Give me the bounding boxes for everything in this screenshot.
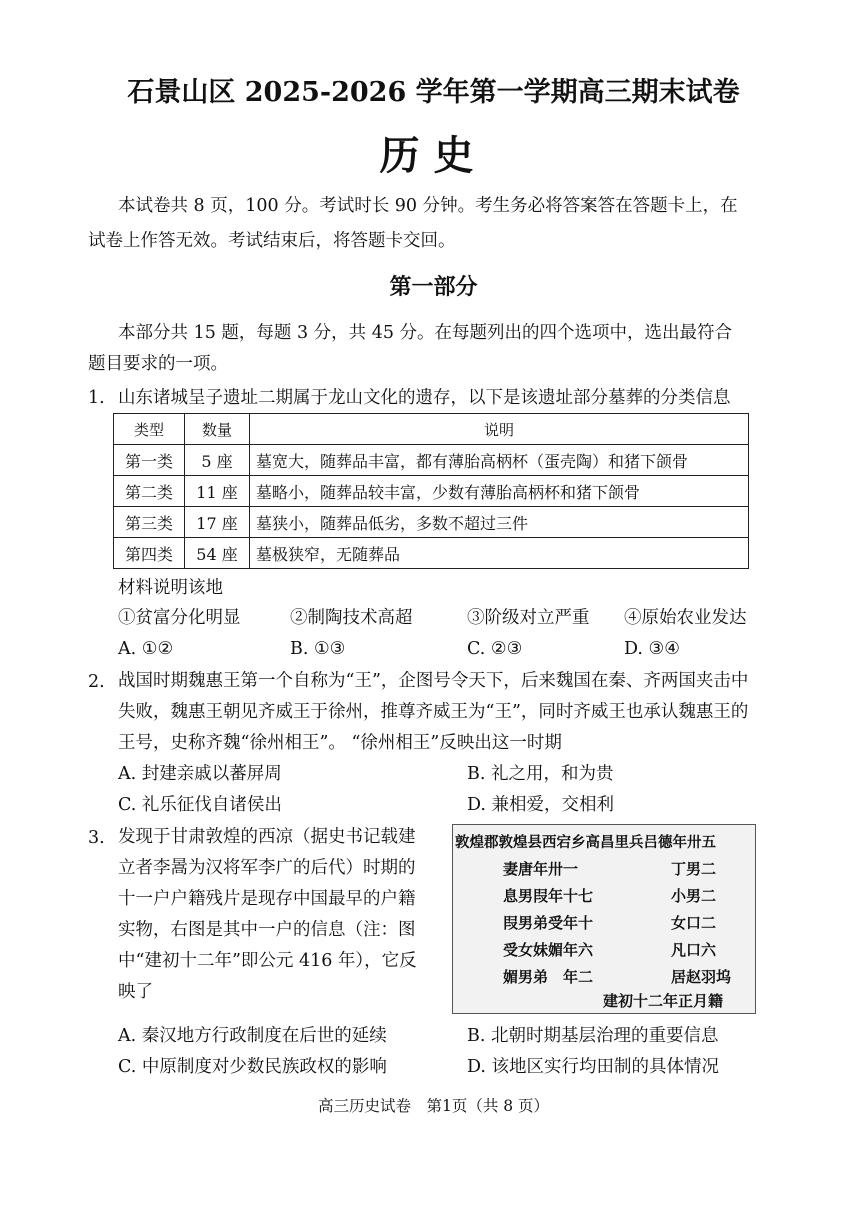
- register-summary: 丁男二: [671, 860, 717, 878]
- question-1-stem: 山东诸城呈子遗址二期属于龙山文化的遗存，以下是该遗址部分墓葬的分类信息: [118, 388, 731, 408]
- question-2-option-d[interactable]: D. 兼相爱，交相利: [467, 795, 615, 815]
- question-2-line-1: 战国时期魏惠王第一个自称为“王”，企图号令天下，后来魏国在秦、齐两国夹击中: [118, 671, 749, 691]
- register-summary: 小男二: [671, 887, 717, 905]
- question-2-line-2: 失败，魏惠王朝见齐威王于徐州，推尊齐威王为“王”，同时齐威王也承认魏惠王的: [118, 702, 749, 722]
- question-1-statement: ②制陶技术高超: [290, 608, 413, 628]
- question-3-option-c[interactable]: C. 中原制度对少数民族政权的影响: [118, 1057, 387, 1077]
- question-3-line: 立者李暠为汉将军李广的后代）时期的: [118, 858, 416, 878]
- table-header-cell: 说明: [250, 414, 749, 445]
- question-2-option-a[interactable]: A. 封建亲戚以蕃屏周: [118, 764, 282, 784]
- table-cell: 第四类: [114, 538, 185, 569]
- register-member: 妻唐年卅一: [503, 860, 579, 878]
- register-summary: 凡口六: [671, 941, 717, 959]
- question-1-option-b[interactable]: B. ①③: [290, 639, 346, 659]
- table-header-row: [114, 414, 749, 445]
- question-3-line: 映了: [118, 982, 153, 1002]
- register-foot: 建初十二年正月籍: [603, 992, 724, 1010]
- table-cell: 第三类: [114, 507, 185, 538]
- question-1-prompt: 材料说明该地: [118, 578, 223, 598]
- question-2-line-3: 王号，史称齐魏“徐州相王”。 “徐州相王”反映出这一时期: [118, 733, 562, 753]
- register-head: 敦煌郡敦煌县西宕乡高昌里兵吕德年卅五: [455, 835, 716, 851]
- register-member: 媚男弟 年二: [503, 968, 594, 986]
- register-member: 叚男弟受年十: [503, 914, 594, 932]
- table-row: [114, 538, 749, 569]
- table-row: [114, 476, 749, 507]
- question-number-3: 3.: [88, 828, 105, 848]
- table-row: [114, 507, 749, 538]
- table-cell: 墓极狭窄，无随葬品: [250, 538, 749, 569]
- question-1-option-a[interactable]: A. ①②: [118, 639, 174, 659]
- exam-title: 石景山区 2025-2026 学年第一学期高三期末试卷: [127, 77, 740, 108]
- question-1-statement: ①贫富分化明显: [118, 608, 241, 628]
- register-summary: 居赵羽坞: [671, 968, 732, 986]
- question-number-2: 2.: [88, 672, 105, 692]
- question-1-option-d[interactable]: D. ③④: [624, 639, 680, 659]
- table-cell: 11 座: [185, 476, 250, 507]
- question-2-option-c[interactable]: C. 礼乐征伐自诸侯出: [118, 795, 282, 815]
- table-cell: 第一类: [114, 445, 185, 476]
- section-desc-line-2: 题目要求的一项。: [88, 354, 228, 374]
- question-3-option-d[interactable]: D. 该地区实行均田制的具体情况: [467, 1057, 720, 1077]
- register-summary: 女口二: [671, 914, 717, 932]
- question-number-1: 1.: [88, 388, 105, 408]
- table-header-cell: 类型: [114, 414, 185, 445]
- table-cell: 54 座: [185, 538, 250, 569]
- subject-title: 历史: [379, 132, 488, 179]
- table-row: [114, 445, 749, 476]
- question-1-option-c[interactable]: C. ②③: [467, 639, 523, 659]
- question-3-option-b[interactable]: B. 北朝时期基层治理的重要信息: [467, 1026, 719, 1046]
- question-1-statement: ③阶级对立严重: [467, 608, 590, 628]
- section-desc-line-1: 本部分共 15 题，每题 3 分，共 45 分。在每题列出的四个选项中，选出最符合: [118, 323, 733, 343]
- register-member: 息男叚年十七: [503, 887, 594, 905]
- question-2-option-b[interactable]: B. 礼之用，和为贵: [467, 764, 614, 784]
- table-cell: 第二类: [114, 476, 185, 507]
- table-header-cell: 数量: [185, 414, 250, 445]
- table-cell: 墓宽大，随葬品丰富，都有薄胎高柄杯（蛋壳陶）和猪下颌骨: [250, 445, 749, 476]
- question-3-line: 发现于甘肃敦煌的西凉（据史书记载建: [118, 827, 416, 847]
- table-cell: 5 座: [185, 445, 250, 476]
- household-register-image: [452, 824, 756, 1014]
- question-3-line: 中“建初十二年”即公元 416 年），它反: [118, 951, 417, 971]
- question-3-option-a[interactable]: A. 秦汉地方行政制度在后世的延续: [118, 1026, 387, 1046]
- table-cell: 墓狭小，随葬品低劣，多数不超过三件: [250, 507, 749, 538]
- burial-classification-table: [113, 413, 749, 569]
- section-title: 第一部分: [389, 274, 478, 300]
- question-3-line: 实物，右图是其中一户的信息（注：图: [118, 920, 416, 940]
- instructions-line-1: 本试卷共 8 页，100 分。考试时长 90 分钟。考生务必将答案答在答题卡上，在: [118, 196, 738, 216]
- table-cell: 墓略小，随葬品较丰富，少数有薄胎高柄杯和猪下颌骨: [250, 476, 749, 507]
- page-footer: 高三历史试卷 第1页（共 8 页）: [317, 1097, 550, 1115]
- instructions-line-2: 试卷上作答无效。考试结束后，将答题卡交回。: [88, 231, 456, 251]
- question-3-line: 十一户户籍残片是现存中国最早的户籍: [118, 889, 416, 909]
- register-member: 受女妹媚年六: [503, 941, 594, 959]
- question-1-statement: ④原始农业发达: [624, 608, 747, 628]
- table-cell: 17 座: [185, 507, 250, 538]
